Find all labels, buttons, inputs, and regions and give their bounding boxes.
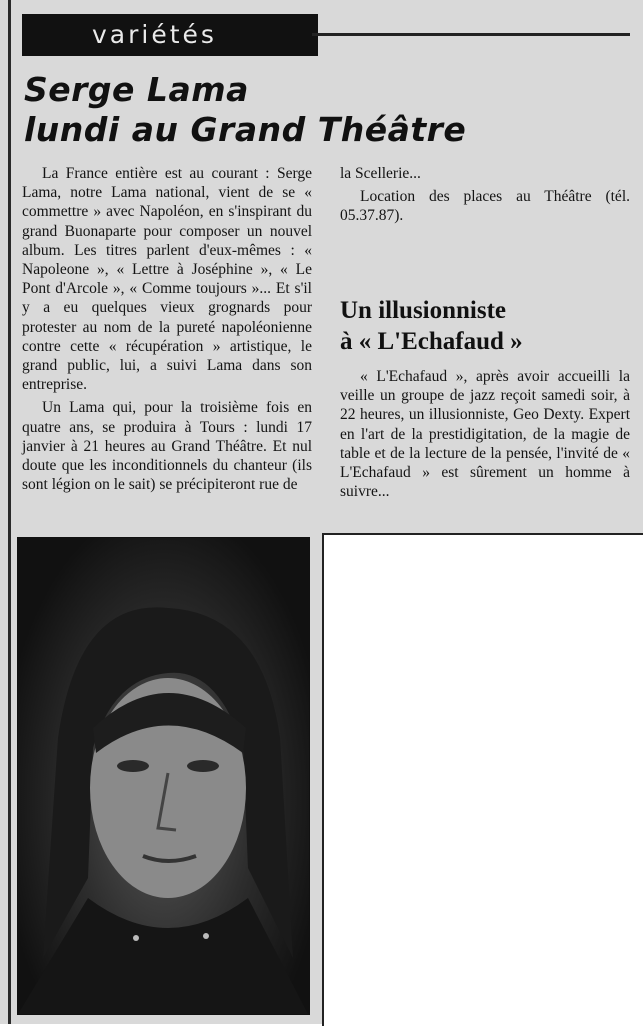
article-1-paragraph-3: Location des places au Théâtre (tél. 05.37.87).: [340, 188, 630, 225]
article-2-title: [340, 295, 630, 357]
blank-area: [322, 533, 643, 1026]
article-1-column-1: [22, 164, 312, 494]
article-1-paragraph-2-continued: la Scellerie...: [340, 165, 421, 182]
article-2-paragraph-1: « L'Echafaud », après avoir accueilli la veille un groupe de jazz reçoit samedi soir, à 22 heures, un illusionniste, Geo Dexty. Expert en l'art de la prestidigitation, de la magie de table et de la lecture de la pensée, l'invité de « L'Echafaud » est sûrement un homme à suivre...: [340, 368, 630, 501]
portrait-photo: [17, 537, 310, 1015]
rubric-label: variétés: [48, 18, 298, 52]
article-1-paragraph-1: La France entière est au courant : Serge Lama, notre Lama national, vient de se « commettre » avec Napoléon, en s'inspirant du grand Buonaparte pour composer un nouvel album. Les titres parlent d'eux-mêmes : « Napoleone », « Lettre à Joséphine », « Le Pont d'Arcole », « Comme toujours »... Et s'il y a eu quelques vieux grognards pour protester au nom de la pureté napoléonienne contre cette « récupération » artistique, le grand public, lui, a suivi Lama dans son entreprise.: [22, 165, 312, 394]
headline-line-2: lundi au Grand Théâtre: [24, 110, 467, 149]
article-1-paragraph-2: Un Lama qui, pour la troisième fois en quatre ans, se produira à Tours : lundi 17 janvier à 21 heures au Grand Théâtre. Et nul doute que les inconditionnels du chanteur (ils sont légion on le sait) se précipiteront rue de: [22, 399, 312, 494]
article-2-body: [340, 367, 630, 501]
headline: [24, 70, 624, 150]
article-2-title-line-2: à « L'Echafaud »: [340, 328, 523, 355]
article-1-column-2: [340, 164, 630, 226]
portrait-illustration: [18, 538, 309, 1014]
column-rule: [8, 0, 11, 1024]
rubric-line: [312, 33, 630, 36]
rubric-box: [22, 14, 318, 56]
headline-line-1: Serge Lama: [24, 70, 249, 109]
article-2-title-line-1: Un illusionniste: [340, 297, 507, 324]
section-rubric: [22, 14, 632, 58]
